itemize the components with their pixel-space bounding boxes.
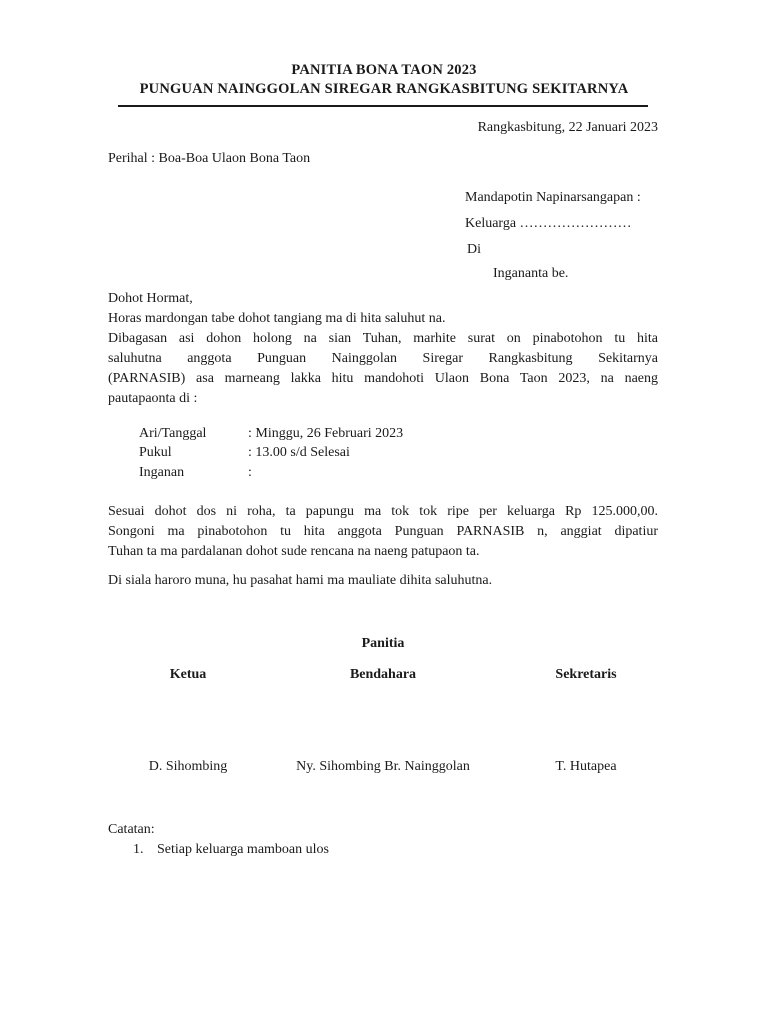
- detail-label-location: Inganan: [139, 465, 185, 480]
- detail-label-time: Pukul: [139, 445, 172, 460]
- notes-heading: Catatan:: [108, 822, 155, 837]
- name-secretary: T. Hutapea: [555, 759, 617, 774]
- paragraph-line: Dibagasan asi dohon holong na sian Tuhan, marhite surat on pinabotohon tu hita: [108, 331, 658, 346]
- recipient-line-4: Ingananta be.: [493, 266, 569, 281]
- detail-value-date: : Minggu, 26 Februari 2023: [248, 426, 404, 441]
- detail-value-location: :: [248, 465, 252, 480]
- body-paragraph-2: [108, 502, 658, 562]
- note-item-number: 1.: [133, 842, 144, 857]
- paragraph-line: Tuhan ta ma pardalanan dohot sude rencana na naeng patupaon ta.: [108, 544, 480, 559]
- body-paragraph-1: [108, 329, 658, 409]
- greeting: Dohot Hormat,: [108, 291, 193, 306]
- note-item-text: Setiap keluarga mamboan ulos: [157, 842, 329, 857]
- role-treasurer: Bendahara: [349, 667, 417, 682]
- recipient-line-2: Keluarga ……………………: [465, 216, 632, 231]
- role-chair: Ketua: [169, 667, 207, 682]
- committee-heading: Panitia: [361, 636, 405, 651]
- detail-value-time: : 13.00 s/d Selesai: [248, 445, 350, 460]
- detail-label-date: Ari/Tanggal: [139, 426, 207, 441]
- paragraph-line: Sesuai dohot dos ni roha, ta papungu ma tok tok ripe per keluarga Rp 125.000,00.: [108, 504, 658, 519]
- subject-line: Perihal : Boa-Boa Ulaon Bona Taon: [108, 151, 311, 166]
- place-date: Rangkasbitung, 22 Januari 2023: [477, 120, 658, 135]
- paragraph-line: pautapaonta di :: [108, 391, 198, 406]
- paragraph-line: (PARNASIB) asa marneang lakka hitu mandohoti Ulaon Bona Taon 2023, na naeng: [108, 371, 658, 386]
- paragraph-line: Songoni ma pinabotohon tu hita anggota Punguan PARNASIB n, anggiat dipatiur: [108, 524, 658, 539]
- letterhead-divider: [118, 105, 648, 107]
- role-secretary: Sekretaris: [555, 667, 617, 682]
- letterhead-organization: PUNGUAN NAINGGOLAN SIREGAR RANGKASBITUNG SEKITARNYA: [139, 81, 629, 97]
- name-chair: D. Sihombing: [148, 759, 228, 774]
- recipient-line-3: Di: [467, 242, 481, 257]
- opening-line: Horas mardongan tabe dohot tangiang ma di hita saluhut na.: [108, 311, 446, 326]
- recipient-line-1: Mandapotin Napinarsangapan :: [465, 190, 641, 205]
- paragraph-line: saluhutna anggota Punguan Nainggolan Siregar Rangkasbitung Sekitarnya: [108, 351, 658, 366]
- letterhead-title: PANITIA BONA TAON 2023: [291, 62, 477, 78]
- name-treasurer: Ny. Sihombing Br. Nainggolan: [296, 759, 470, 774]
- closing-line: Di siala haroro muna, hu pasahat hami ma mauliate dihita saluhutna.: [108, 573, 493, 588]
